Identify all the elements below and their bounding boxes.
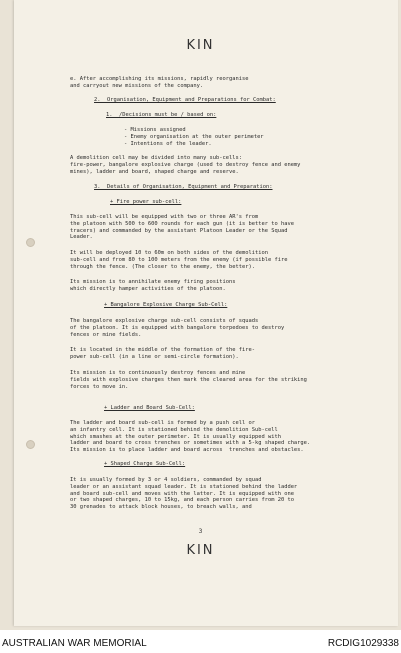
paragraph: Its mission is to continuously destroy fences and mine fields with explosive charges then mark the cleared area for the striking forces to move in.	[70, 370, 307, 390]
paragraph: Its mission is to annihilate enemy firing positions which directly hamper activities of the platoon.	[70, 279, 236, 292]
subsection-heading: + Ladder and Board Sub-Cell:	[104, 405, 195, 411]
subsection-heading: 1. /Decisions must be / based on:	[106, 112, 217, 118]
footer-record-id: RCDIG1029338	[327, 638, 399, 649]
section-heading: 2. Organisation, Equipment and Preparations for Combat:	[94, 97, 276, 103]
paragraph: The ladder and board sub-cell is formed by a push cell or an infantry cell. It is stationed behind the demolition Sub-cell which smashes at the outer perimeter. It is usually equipped with ladder and board to cross trenches or sometimes with a 5-kg shaped charge. Its mission is to place ladder and board across trenches and obstacles.	[70, 420, 311, 454]
page-number: 3	[198, 528, 203, 535]
subsection-heading: + Fire power sub-cell:	[110, 199, 182, 205]
punch-hole	[26, 238, 35, 247]
paragraph: The bangalore explosive charge sub-cell consists of squads of the platoon. It is equipped with bangalore torpedoes to destroy fences or mine fields.	[70, 318, 285, 338]
section-heading: 3. Details of Organisation, Equipment and Preparation:	[94, 184, 273, 190]
subsection-heading: + Shaped Charge Sub-Cell:	[104, 461, 186, 467]
paragraph: This sub-cell will be equipped with two or three AR's from the platoon with 500 to 600 rounds for each gun (it is better to have tracers) and commanded by the assistant Platoon Leader or the Squad Leader.	[70, 214, 294, 241]
paragraph: It will be deployed 10 to 60m on both sides of the demolition sub-cell and from 80 to 100 meters from the enemy (if possible fire through the fence. (The closer to the enemy, the better).	[70, 250, 288, 270]
paragraph: A demolition cell may be divided into many sub-cells: fire-power, bangalore explosive charge (used to destroy fence and enemy mines), ladder and board, shaped charge and reserve.	[70, 155, 301, 175]
archive-footer	[0, 630, 401, 653]
subsection-heading: + Bangalore Explosive Charge Sub-Cell:	[104, 302, 228, 308]
paragraph: e. After accomplishing its missions, rapidly reorganise and carryout new missions of the company.	[70, 76, 249, 89]
paragraph: It is located in the middle of the formation of the fire- power sub-cell (in a line or semi-circle formation).	[70, 347, 255, 360]
punch-hole	[26, 440, 35, 449]
footer-institution: AUSTRALIAN WAR MEMORIAL	[2, 638, 147, 649]
paragraph: It is usually formed by 3 or 4 soldiers, commanded by squad leader or an assistant squad leader. It is stationed behind the ladder and board sub-cell and moves with the latter. It is equipped with one or two shaped charges, 10 to 15kg, and each person carries from 20 to 30 grenades to attack block houses, to breach walls, and	[70, 477, 298, 511]
bullet-list: - Missions assigned - Enemy organisation at the outer perimeter - Intentions of the leader.	[124, 127, 264, 147]
stamp-bottom: KIN	[186, 543, 215, 558]
stamp-top: KIN	[186, 38, 215, 53]
